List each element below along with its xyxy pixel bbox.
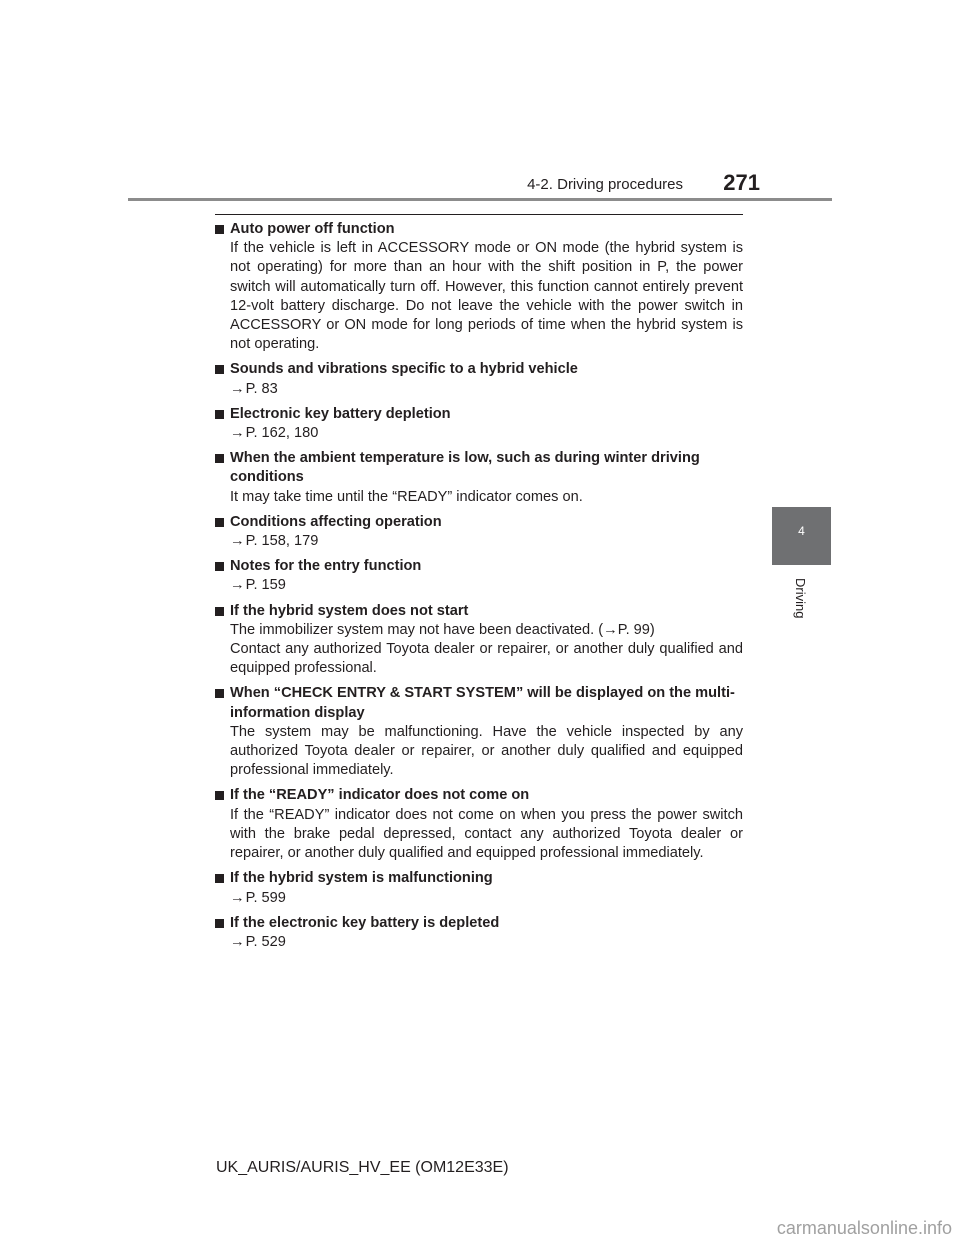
item-heading xyxy=(215,360,743,379)
page-reference-text: P. 599 xyxy=(245,889,286,906)
item-heading-text: Conditions affecting operation xyxy=(230,513,442,530)
square-bullet-icon xyxy=(215,562,224,571)
item-heading-text: If the “READY” indicator does not come on xyxy=(230,787,530,804)
item-paragraph: It may take time until the “READY” indicator comes on. xyxy=(230,488,583,505)
arrow-right-icon: → xyxy=(230,577,245,594)
square-bullet-icon xyxy=(215,791,224,800)
square-bullet-icon xyxy=(215,365,224,374)
page-reference-text: P. 83 xyxy=(245,380,278,397)
square-bullet-icon xyxy=(215,607,224,616)
arrow-right-icon: → xyxy=(230,889,245,906)
square-bullet-icon xyxy=(215,410,224,419)
chapter-tab-label: Driving xyxy=(793,578,808,619)
item-heading xyxy=(215,786,743,805)
arrow-right-icon: → xyxy=(230,380,245,397)
page-reference-text: P. 158, 179 xyxy=(245,533,319,550)
item-paragraph: Contact any authorized Toyota dealer or repairer, or another duly qualified and equipped professional. xyxy=(230,641,743,677)
item-heading xyxy=(215,684,743,722)
page-number: 271 xyxy=(723,170,760,195)
page-reference-text: P. 159 xyxy=(245,577,286,594)
list-item xyxy=(215,786,743,863)
section-title: 4-2. Driving procedures xyxy=(527,176,683,193)
page-reference-text: P. 162, 180 xyxy=(245,425,319,442)
item-heading-text: Sounds and vibrations specific to a hybrid vehicle xyxy=(230,361,578,378)
item-heading-text: Notes for the entry function xyxy=(230,558,422,575)
item-heading-text: Auto power off function xyxy=(230,221,395,237)
list-item xyxy=(215,602,743,679)
page-reference-text: P. 529 xyxy=(245,933,286,950)
item-paragraph: If the vehicle is left in ACCESSORY mode or ON mode (the hybrid system is not operating) for more than an hour with the shift position in P, the power switch will automatically turn off. However, this function cannot entirely prevent 12-volt battery discharge. Do not leave the vehicle with the power switch in ACCESSORY or ON mode for long periods of time when the hybrid system is not operating. xyxy=(230,240,743,353)
content-list xyxy=(215,220,743,958)
arrow-right-icon: → xyxy=(230,933,245,950)
arrow-right-icon: → xyxy=(230,533,245,550)
item-heading xyxy=(215,869,743,888)
item-heading xyxy=(215,449,743,487)
item-heading xyxy=(215,405,743,424)
square-bullet-icon xyxy=(215,919,224,928)
list-item xyxy=(215,869,743,907)
square-bullet-icon xyxy=(215,689,224,698)
page-reference[interactable] xyxy=(215,424,743,443)
item-heading xyxy=(215,914,743,933)
item-heading-text: When “CHECK ENTRY & START SYSTEM” will be displayed on the multi-information display xyxy=(230,685,735,721)
list-item xyxy=(215,220,743,354)
item-heading-text: If the hybrid system does not start xyxy=(230,602,469,619)
list-item xyxy=(215,449,743,507)
item-heading-text: Electronic key battery depletion xyxy=(230,405,451,422)
chapter-tab-number: 4 xyxy=(798,524,805,538)
square-bullet-icon xyxy=(215,518,224,527)
page-reference[interactable] xyxy=(215,889,743,908)
list-item xyxy=(215,914,743,952)
page-reference[interactable] xyxy=(215,380,743,399)
item-heading xyxy=(215,557,743,576)
item-heading xyxy=(215,513,743,532)
page-reference[interactable] xyxy=(215,933,743,952)
list-item xyxy=(215,557,743,595)
item-heading-text: When the ambient temperature is low, such as during winter driving conditions xyxy=(230,450,700,486)
item-paragraph: The system may be malfunctioning. Have the vehicle inspected by any authorized Toyota dealer or repairer, or another duly qualified and equipped professional immediately. xyxy=(230,723,743,779)
item-paragraph: If the “READY” indicator does not come on when you press the power switch with the brake pedal depressed, contact any authorized Toyota dealer or repairer, or another duly qualified and equipped professional immediately. xyxy=(230,806,743,862)
page-reference[interactable] xyxy=(215,576,743,595)
square-bullet-icon xyxy=(215,225,224,234)
list-item xyxy=(215,360,743,398)
item-paragraph: The immobilizer system may not have been deactivated. (→P. 99) xyxy=(230,621,655,638)
square-bullet-icon xyxy=(215,874,224,883)
watermark: carmanualsonline.info xyxy=(776,1218,952,1238)
document-code: UK_AURIS/AURIS_HV_EE (OM12E33E) xyxy=(216,1159,509,1176)
item-heading-text: If the hybrid system is malfunctioning xyxy=(230,870,493,887)
header-divider xyxy=(128,198,832,201)
list-item xyxy=(215,684,743,780)
page-reference[interactable] xyxy=(215,532,743,551)
square-bullet-icon xyxy=(215,454,224,463)
item-heading-text: If the electronic key battery is depleted xyxy=(230,914,500,931)
arrow-right-icon: → xyxy=(230,425,245,442)
list-item xyxy=(215,405,743,443)
content-divider xyxy=(215,214,743,215)
item-heading xyxy=(215,602,743,621)
item-heading xyxy=(215,220,743,239)
list-item xyxy=(215,513,743,551)
